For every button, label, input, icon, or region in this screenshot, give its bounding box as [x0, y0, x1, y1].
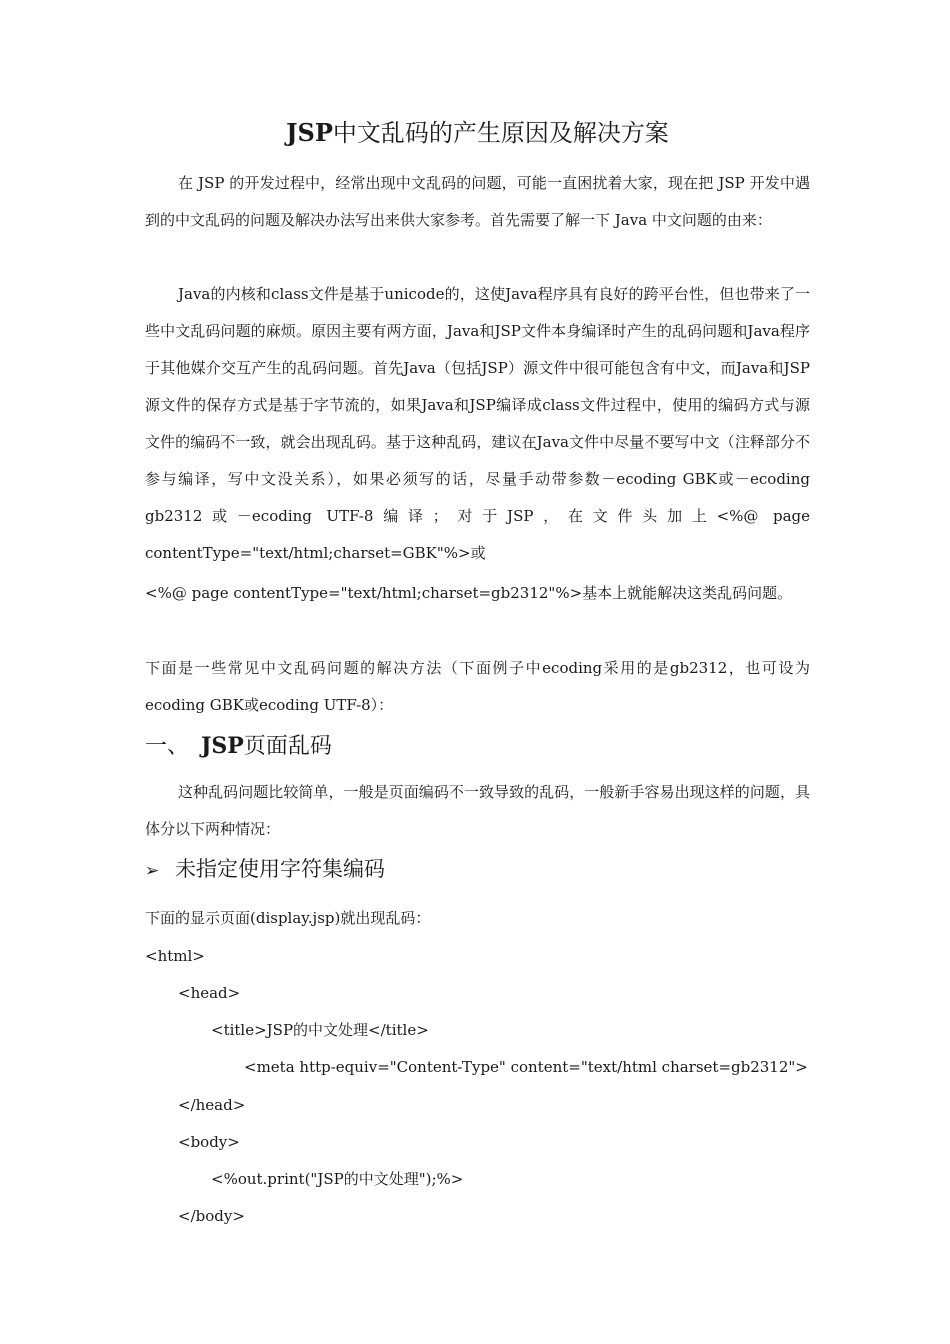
document-title	[145, 115, 810, 151]
code-line: </head>	[178, 1096, 246, 1114]
body-paragraph-last-line: <%@ page contentType="text/html;charset=gb2312"%>基本上就能解决这类乱码问题。	[145, 584, 793, 602]
subsection-heading-text: 未指定使用字符集编码	[175, 857, 385, 881]
subsection-heading	[145, 851, 385, 889]
section-heading-jsp-page	[145, 728, 332, 765]
section-heading-rest: 页面乱码	[243, 734, 332, 759]
code-line: <head>	[178, 984, 241, 1002]
code-line: </body>	[178, 1207, 245, 1225]
section-heading-bold: JSP	[201, 733, 244, 759]
section-number: 一、	[145, 734, 190, 759]
code-line: <body>	[178, 1133, 240, 1151]
code-line: <title>JSP的中文处理</title>	[211, 1021, 429, 1039]
code-line: <%out.print("JSP的中文处理");%>	[211, 1170, 464, 1188]
section-paragraph: 这种乱码问题比较简单，一般是页面编码不一致导致的乱码，一般新手容易出现这样的问题，具体分以下两种情况：	[145, 783, 810, 838]
code-line: <meta http-equiv="Content-Type" content="text/html charset=gb2312">	[244, 1058, 808, 1076]
title-rest: 中文乱码的产生原因及解决方案	[332, 119, 669, 147]
intro-paragraph: 在 JSP 的开发过程中，经常出现中文乱码的问题，可能一直困扰着大家，现在把 JSP 开发中遇到的中文乱码的问题及解决办法写出来供大家参考。首先需要了解一下 Java 中文问题的由来：	[145, 174, 810, 229]
example-intro: 下面的显示页面(display.jsp)就出现乱码：	[145, 909, 431, 927]
arrow-bullet-icon: ➢	[145, 861, 160, 881]
body-paragraph: Java的内核和class文件是基于unicode的，这使Java程序具有良好的跨平台性，但也带来了一些中文乱码问题的麻烦。原因主要有两方面，Java和JSP文件本身编译时产生的乱码问题和Java程序于其他媒介交互产生的乱码问题。首先Java（包括JSP）源文件中很可能包含有中文，而Java和JSP源文件的保存方式是基于字节流的，如果Java和JSP编译成class文件过程中，使用的编码方式与源文件的编码不一致，就会出现乱码。基于这种乱码，建议在Java文件中尽量不要写中文（注释部分不参与编译，写中文没关系），如果必须写的话，尽量手动带参数－ecoding GBK或－ecoding gb2312或－ecoding UTF-8编译；对于JSP，在文件头加上<%@ page contentType="text/html;charset=GBK"%>或	[145, 285, 810, 562]
title-bold: JSP	[286, 118, 333, 147]
common-problems-paragraph: 下面是一些常见中文乱码问题的解决方法（下面例子中ecoding采用的是gb2312，也可设为ecoding GBK或ecoding UTF-8）：	[145, 659, 810, 714]
code-line: <html>	[145, 947, 205, 965]
